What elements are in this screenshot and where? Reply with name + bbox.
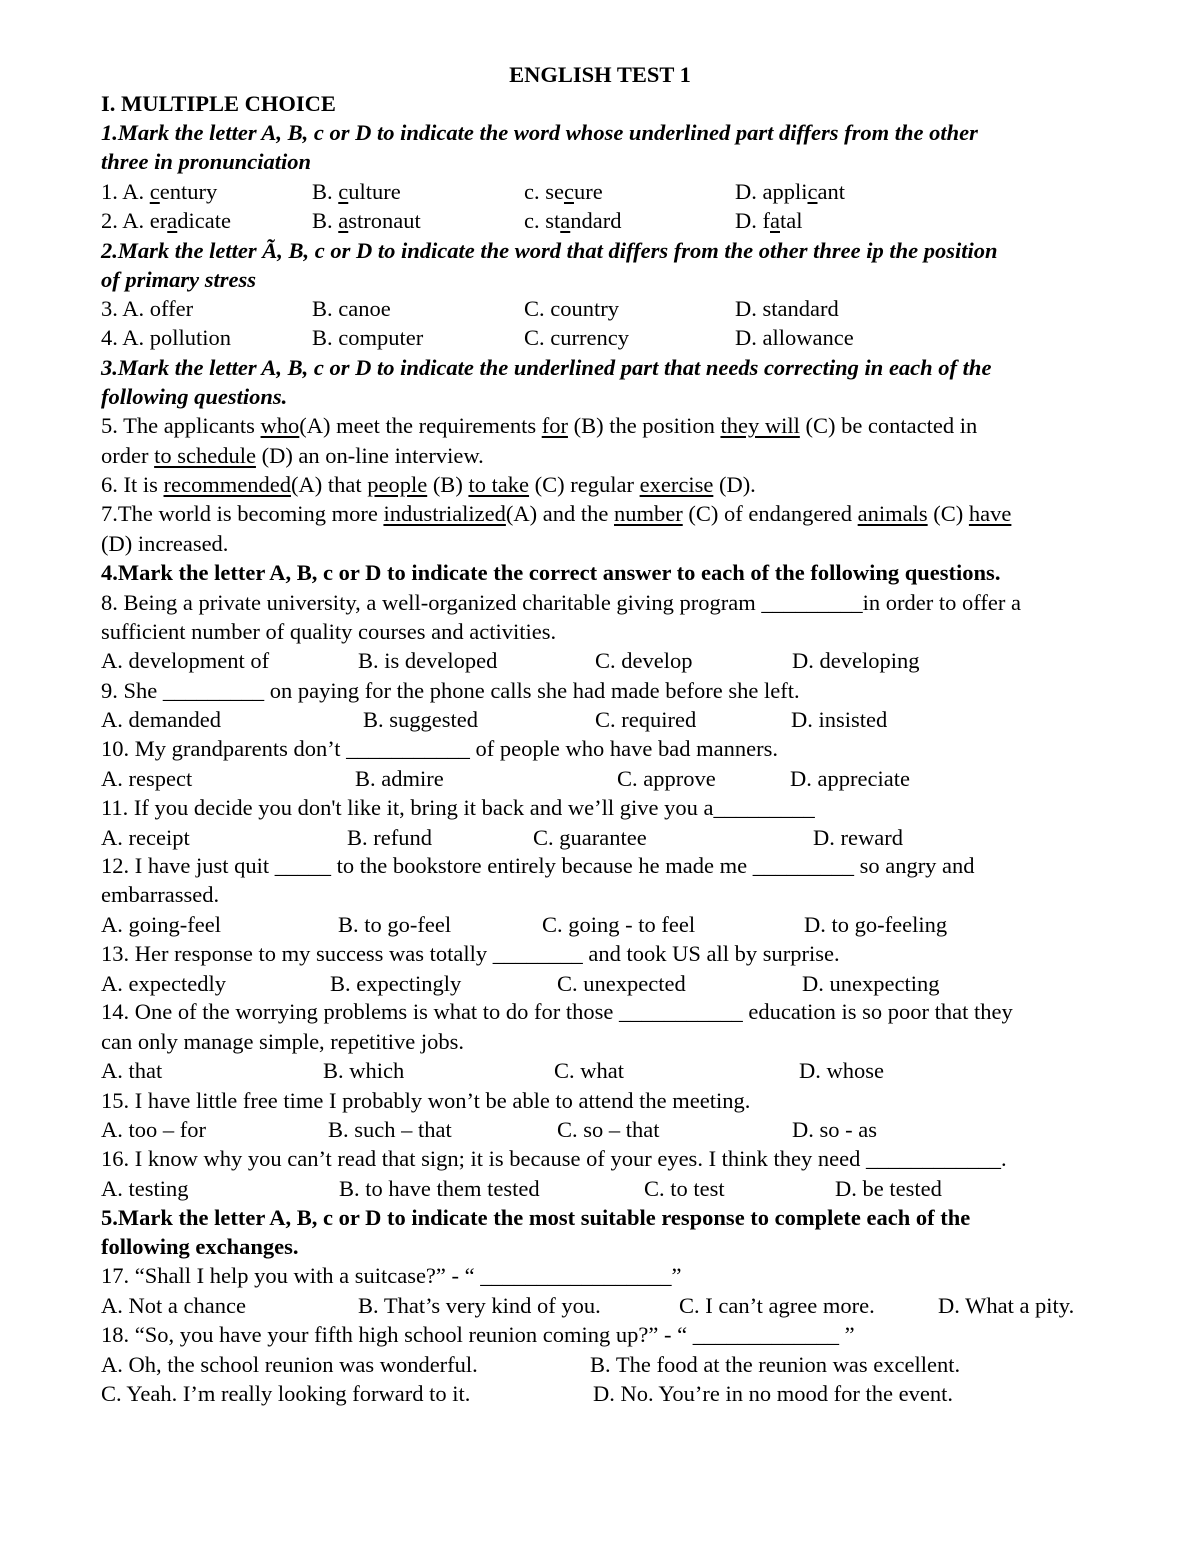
- q12-option-c: C. going - to feel: [542, 912, 696, 937]
- q11-option-c: C. guarantee: [533, 825, 647, 850]
- q1-option-b: B. culture: [312, 179, 401, 204]
- q11-option-d: D. reward: [813, 825, 903, 850]
- q14-option-a: A. that: [101, 1058, 163, 1083]
- part3-heading-line2: following questions.: [101, 384, 288, 409]
- q14-option-c: C. what: [554, 1058, 624, 1083]
- q10-option-d: D. appreciate: [790, 766, 910, 791]
- q13-option-b: B. expectingly: [330, 971, 462, 996]
- question-18: 18. “So, you have your fifth high school reunion coming up?” - “ _____________ ”: [101, 1322, 855, 1347]
- q10-option-a: A. respect: [101, 766, 193, 791]
- part5-heading-line1: 5.Mark the letter A, B, c or D to indicate the most suitable response to complete each of the: [101, 1205, 971, 1230]
- q10-option-c: C. approve: [617, 766, 716, 791]
- question-7: 7.The world is becoming more industrialized(A) and the number (C) of endangered animals (C) have: [101, 501, 1012, 526]
- q17-option-a: A. Not a chance: [101, 1293, 246, 1318]
- question-10: 10. My grandparents don’t ___________ of people who have bad manners.: [101, 736, 778, 761]
- q15-option-b: B. such – that: [328, 1117, 452, 1142]
- q11-option-b: B. refund: [347, 825, 432, 850]
- q15-option-d: D. so - as: [792, 1117, 877, 1142]
- q9-option-d: D. insisted: [791, 707, 888, 732]
- question-16: 16. I know why you can’t read that sign; it is because of your eyes. I think they need ____________.: [101, 1146, 1007, 1171]
- q3-option-b: B. canoe: [312, 296, 391, 321]
- q15-option-a: A. too – for: [101, 1117, 206, 1142]
- q8-option-b: B. is developed: [358, 648, 498, 673]
- question-12: 12. I have just quit _____ to the bookstore entirely because he made me _________ so angry and: [101, 853, 975, 878]
- q9-option-c: C. required: [595, 707, 697, 732]
- q8-option-d: D. developing: [792, 648, 920, 673]
- q1-option-d: D. applicant: [735, 179, 845, 204]
- q12-option-d: D. to go-feeling: [804, 912, 948, 937]
- q13-option-d: D. unexpecting: [802, 971, 940, 996]
- question-8: 8. Being a private university, a well-organized charitable giving program _________in order to offer a: [101, 590, 1021, 615]
- q3-option-c: C. country: [524, 296, 619, 321]
- q15-option-c: C. so – that: [557, 1117, 660, 1142]
- q3-option-d: D. standard: [735, 296, 839, 321]
- q4-option-a: 4. A. pollution: [101, 325, 232, 350]
- q16-option-b: B. to have them tested: [339, 1176, 540, 1201]
- q2-option-d: D. fatal: [735, 208, 803, 233]
- q2-option-c: c. standard: [524, 208, 622, 233]
- question-14-line2: can only manage simple, repetitive jobs.: [101, 1029, 465, 1054]
- question-9: 9. She _________ on paying for the phone calls she had made before she left.: [101, 678, 800, 703]
- q13-option-c: C. unexpected: [557, 971, 686, 996]
- q18-option-a: A. Oh, the school reunion was wonderful.: [101, 1352, 478, 1377]
- question-5: 5. The applicants who(A) meet the requirements for (B) the position they will (C) be contacted in: [101, 413, 978, 438]
- part2-heading-line2: of primary stress: [101, 267, 257, 292]
- q18-option-d: D. No. You’re in no mood for the event.: [593, 1381, 953, 1406]
- q10-option-b: B. admire: [355, 766, 444, 791]
- q4-option-c: C. currency: [524, 325, 629, 350]
- q16-option-a: A. testing: [101, 1176, 189, 1201]
- question-15: 15. I have little free time I probably won’t be able to attend the meeting.: [101, 1088, 751, 1113]
- q2-option-b: B. astronaut: [312, 208, 421, 233]
- q4-option-b: B. computer: [312, 325, 424, 350]
- q9-option-a: A. demanded: [101, 707, 221, 732]
- q8-option-c: C. develop: [595, 648, 693, 673]
- q2-option-a: 2. A. eradicate: [101, 208, 231, 233]
- question-17: 17. “Shall I help you with a suitcase?” - “ _________________”: [101, 1263, 682, 1288]
- q14-option-d: D. whose: [799, 1058, 884, 1083]
- part2-heading-line1: 2.Mark the letter Ã, B, c or D to indicate the word that differs from the other three ip the position: [101, 238, 998, 263]
- q13-option-a: A. expectedly: [101, 971, 226, 996]
- question-7-line2: (D) increased.: [101, 531, 229, 556]
- question-6: 6. It is recommended(A) that people (B) to take (C) regular exercise (D).: [101, 472, 756, 497]
- part1-heading-line1: 1.Mark the letter A, B, c or D to indicate the word whose underlined part differs from the other: [101, 120, 978, 145]
- q9-option-b: B. suggested: [363, 707, 478, 732]
- q4-option-d: D. allowance: [735, 325, 854, 350]
- section-heading: I. MULTIPLE CHOICE: [101, 91, 336, 116]
- question-12-line2: embarrassed.: [101, 882, 220, 907]
- part4-heading: 4.Mark the letter A, B, c or D to indicate the correct answer to each of the following questions.: [101, 560, 1001, 585]
- q12-option-a: A. going-feel: [101, 912, 221, 937]
- q18-option-c: C. Yeah. I’m really looking forward to it.: [101, 1381, 471, 1406]
- q16-option-c: C. to test: [644, 1176, 725, 1201]
- q17-option-d: D. What a pity.: [938, 1293, 1075, 1318]
- q17-option-b: B. That’s very kind of you.: [358, 1293, 601, 1318]
- q17-option-c: C. I can’t agree more.: [679, 1293, 875, 1318]
- q3-option-a: 3. A. offer: [101, 296, 194, 321]
- question-5-line2: order to schedule (D) an on-line interview.: [101, 443, 484, 468]
- question-11: 11. If you decide you don't like it, bring it back and we’ll give you a_________: [101, 795, 815, 820]
- part3-heading-line1: 3.Mark the letter A, B, c or D to indicate the underlined part that needs correcting in each of the: [101, 355, 992, 380]
- question-8-line2: sufficient number of quality courses and activities.: [101, 619, 557, 644]
- question-14: 14. One of the worrying problems is what to do for those ___________ education is so poor that they: [101, 999, 1013, 1024]
- question-13: 13. Her response to my success was totally ________ and took US all by surprise.: [101, 941, 840, 966]
- q16-option-d: D. be tested: [835, 1176, 942, 1201]
- q11-option-a: A. receipt: [101, 825, 190, 850]
- q1-option-a: 1. A. century: [101, 179, 218, 204]
- q1-option-c: c. secure: [524, 179, 603, 204]
- page-title: ENGLISH TEST 1: [509, 62, 691, 87]
- part1-heading-line2: three in pronunciation: [101, 149, 312, 174]
- q12-option-b: B. to go-feel: [338, 912, 452, 937]
- part5-heading-line2: following exchanges.: [101, 1234, 299, 1259]
- q14-option-b: B. which: [323, 1058, 405, 1083]
- q18-option-b: B. The food at the reunion was excellent.: [590, 1352, 961, 1377]
- q8-option-a: A. development of: [101, 648, 270, 673]
